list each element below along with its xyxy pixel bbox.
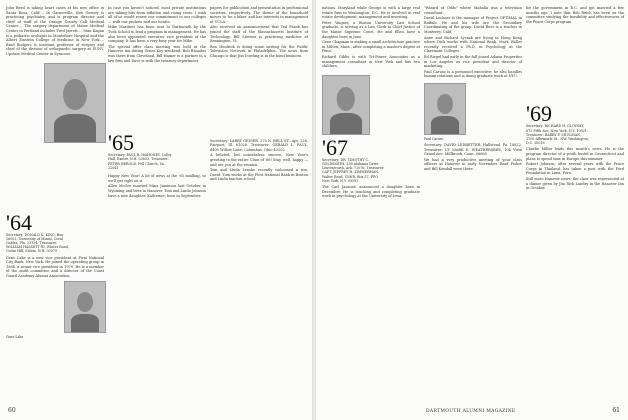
paragraph: The Carl Jansons' announced a daughter born in December. He is teaching and completing graduate work in psychology at the University of Iowa. bbox=[322, 184, 420, 199]
right-column-1 bbox=[322, 6, 420, 200]
paragraph: Gene Chapman is making a small architecture practice in Milton, Mass., after completing a master's degree at Penn. bbox=[322, 40, 420, 54]
paragraph: David Lechner is the manager of Project OPTIMAL in Buffalo. He and his wife are the Secondary Coordinating of the group. David Beer is a teacher in Monterey, Calif. bbox=[424, 16, 522, 34]
left-page bbox=[0, 0, 312, 420]
class-heading-1967 bbox=[322, 134, 420, 183]
paragraph: Gene Lake is a new vice president at First National City Bank, New York. He joined the operating group in 1964, a senior vice president in 1970. He is a member of the audit committee and a director of the Coast Guard Academy Alumni Association. bbox=[6, 255, 104, 278]
left-column-1 bbox=[6, 6, 104, 341]
magazine-footer: DARTMOUTH ALUMNI MAGAZINE bbox=[426, 409, 516, 414]
left-column-2 bbox=[108, 6, 206, 199]
class-officers: Secretary: DR. TIMOTHY C. GOLDSMITH, 136 Alabama Drive, Leavenworth, Ark. 72076. Treasurer: CAPT. JEFFREY H. ZIMMERMAN, Walter Reed, USNR, Box 57, FPO New York, N.Y. 09593 bbox=[322, 157, 385, 183]
class-year: '65 bbox=[108, 130, 134, 156]
portrait-photo bbox=[64, 281, 106, 333]
class-officers: Secretary: PAUL B. MAHONEY, Colby Hall, Exeter, N.H. 03833. Treasurer: PETER HEROLD, Fell Church, Va. 22041 bbox=[108, 153, 172, 170]
class-heading-1969 bbox=[526, 101, 624, 146]
paragraph: Allen McGee married Mina Jamieson last October in Wyoming and lives in Hanover. Tom and Linda Johnson have a new daughter, Katherine, born in September. bbox=[108, 184, 206, 198]
paragraph: for the government in D.C. and got married a few months ago. I note that Bob Reich has been on the committee studying the feasibility and effectiveness of the Peace Corps program. bbox=[526, 6, 624, 24]
paragraph: Ben Heidrick is doing some writing for the Public Television Network in Philadelphia. The news from Chicago is that Jim Dowling is in the bond business. bbox=[210, 44, 308, 58]
left-column-3 bbox=[210, 6, 308, 183]
class-year: '69 bbox=[526, 101, 552, 127]
portrait-photo bbox=[44, 63, 106, 143]
page-number: 60 bbox=[8, 407, 16, 414]
paragraph: Robert Johnson, after several years with the Peace Corps in Thailand, has taken a post with the Ford Foundation in Lima, Peru. bbox=[526, 162, 624, 176]
class-year: '64 bbox=[6, 209, 32, 235]
paragraph: Secretary: LARRY GEIGER, 270 N. BELL ST., Apt. 228, Fairport, Ill. 61028. Treasurer: GERALD L. PAUL, 6405 Willow Lane, Columbus, Ohio 43202 bbox=[210, 138, 308, 152]
paragraph: In case you haven't noticed, most private institutions are taking hits from inflation and rising costs. I wish all of us would renew our commitment to our colleges — with our pockets and our hearts. bbox=[108, 6, 206, 24]
paragraph: John Reed is taking heart cases at his new office in Santa Rosa, Calif.... In Garnerville, Ken Gurney is practicing psychiatry, and is program director and chief of staff of the Orange County Call Medical Center.... The surgery department of Maine Medical Center in Portland includes Fred Jarrett.... Stan Kagan is a pediatric urologist in Montefiore Hospital and the Albert Einstein College of Medicine in New York.... Brad Rodgers is assistant professor of surgery and chief of the division of orthopaedic surgery at SUNY, Upstate Medical Center in Syracuse. bbox=[6, 6, 104, 56]
class-heading-1965 bbox=[108, 130, 206, 172]
portrait-photo bbox=[424, 83, 466, 135]
right-column-2 bbox=[424, 6, 522, 172]
paragraph: Secretary: DAVID LEDBETTER, Hallstead, Pa. 18822. Treasurer: LT. MARK E. WEATHERSBEE, 104 Vista Grand Ave, Millbrook, Conn. 06665 bbox=[424, 142, 522, 157]
paragraph: papers for publication and presentation in professional societies, respectively. The theme of the household moves to 'be a hiker' and has interests in management at UCLA. bbox=[210, 6, 308, 24]
paragraph: Charlie Miller leads this month's news. He is the program director of a youth hostel in Connecticut and plans to spend time in Europe this summer. bbox=[526, 147, 624, 161]
paragraph: Happy New Year! A lot of news at the '65 mailbag, so we'll get right on it. bbox=[108, 174, 206, 183]
paragraph: We had a very productive meeting of your class officers in Hanover in early November. Brad Fisher and Bill Kendall were there. bbox=[424, 157, 522, 171]
paragraph: Anne and Richard Lyczak are living in Hong Kong where Dick works with National Bank. Mark Waller recently received a Ph.D. in Psychology at the Claremont Colleges. bbox=[424, 35, 522, 54]
class-officers: Secretary: RICHARD H. GLOVSKY, 872 Fifth Ave, New York, N.Y. 10021. Treasurer: BARRY P. SHULMAN, 3700 Albemarle St., NW, Washington, D.C. 20016 bbox=[526, 124, 589, 146]
paragraph: Mike Martinez has been sent to Dartmouth by the Tuck School to lead a program in management. He has also been appointed executive vice president of the company. It has been a very busy year for Mike. bbox=[108, 25, 206, 44]
class-heading-1964 bbox=[6, 209, 104, 254]
class-officers: Secretary: DONALD K. KING, Box 26002, University of Miami, Coral Gables, Fla. 33124. Treasurer: WILLIAM HASSETT III, Winter Road, Cedar Hill, Salem, N.H. 03079 bbox=[6, 232, 69, 254]
paragraph: Also received an announcement that Ted Frank has joined the staff of the Massachusetts Institute of Technology. Bill Stevens is practicing medicine at Bennington, Vt. bbox=[210, 25, 308, 44]
paragraph: Peter Wagner, a Boston University Law School graduate, is serving as a Law Clerk to Chief Justice of the Maine Supreme Court. He and Ellen have a daughter born in June. bbox=[322, 20, 420, 39]
paragraph: A belated, but nonetheless sincere, New Year's greeting to the entire Class of '66! Stay, well, happy — and see you at the reunion. bbox=[210, 153, 308, 167]
paragraph: The special offer class meeting was held at the Hanover Inn during Green Key weekend. Bob Rhoades was there from Cleveland, Bill Hamer is a partner in a law firm and Dave is with the treasury department. bbox=[108, 44, 206, 63]
class-year: '67 bbox=[322, 134, 348, 160]
paragraph: nations. Maryland while George is with a large real estate firm in Washington, D.C. He is involved in real estate development, management and investing. bbox=[322, 6, 420, 20]
photo-caption: Paul Caruso bbox=[424, 136, 444, 141]
right-column-3 bbox=[526, 6, 624, 192]
paragraph: Paul Caruso is a personnel executive; he also handles human relations and is doing graduate work at NYU. bbox=[424, 69, 522, 79]
paragraph: Ed Riegel had early in the fall joined Adams Properties in Los Angeles as vice president and director of marketing. bbox=[424, 54, 522, 69]
paragraph: Tom and Linda Lenske recently welcomed a son, David. Tom works at the First National Bank in Boston and Linda teaches school. bbox=[210, 168, 308, 182]
photo-caption: Gene Lake bbox=[6, 334, 24, 339]
portrait-photo bbox=[322, 75, 370, 135]
right-page bbox=[316, 0, 628, 420]
paragraph: "Wizard of Odds" where Mahalia was a television consultant. bbox=[424, 6, 522, 15]
paragraph: Richard Gibbs is with Tri-Power Associates as a management consultant in New York and has two children. bbox=[322, 54, 420, 69]
paragraph: Still more Hanover news: the class was represented at a dinner given by Jim Rich Landry in the Hanover Inn in October. bbox=[526, 176, 624, 191]
page-number: 61 bbox=[612, 407, 620, 414]
